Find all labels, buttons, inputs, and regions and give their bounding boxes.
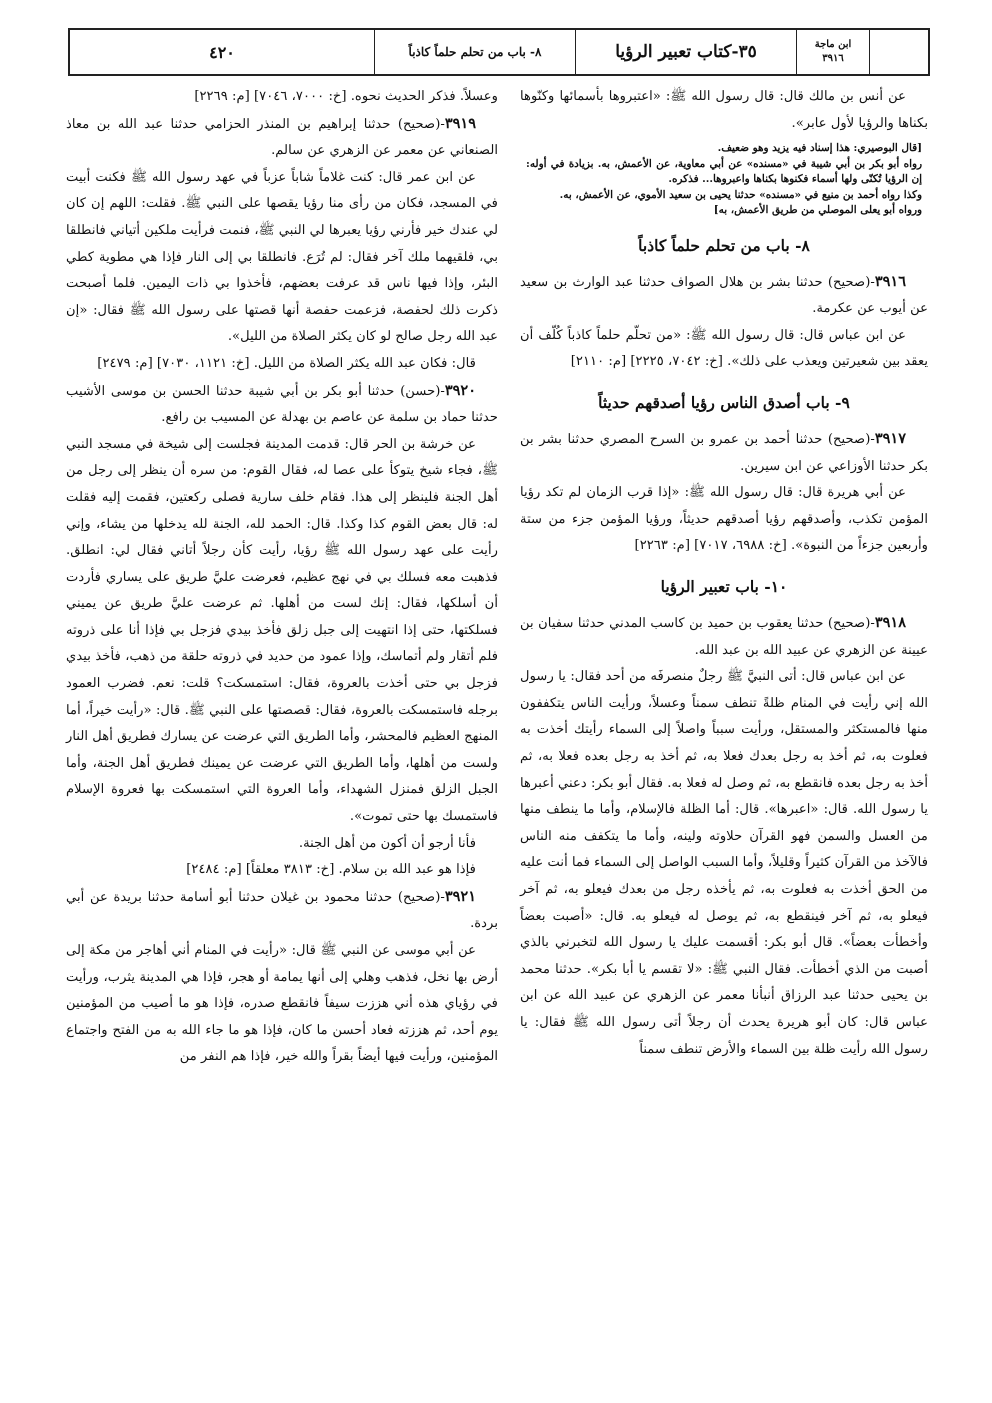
chapter-heading: ٩- باب أصدق الناس رؤيا أصدقهم حديثاً: [598, 393, 850, 413]
hadith-isnad: [66, 884, 498, 938]
footnote: [526, 141, 922, 219]
hadith-isnad: [520, 269, 928, 323]
chapter-heading: ١٠- باب تعبير الرؤيا: [660, 577, 788, 597]
hadith-number: ٣٩٢٠: [444, 381, 476, 399]
reference-book: ابن ماجة: [814, 39, 852, 50]
hadith-text: عن ابن عباس قال: قال رسول الله ﷺ: «من تحلّم حلماً كاذباً كُلّف أن يعقد بين شعيرتين ويعذب على ذلك». [خ: ٧٠٤٢، ٢٢٢٥] [م: ٢١١٠]: [520, 327, 928, 370]
hadith-isnad: [520, 610, 928, 664]
footnote-line: [قال البوصيري: هذا إسناد فيه يزيد وهو ضعيف.: [717, 142, 922, 155]
hadith-number: ٣٩١٩: [444, 114, 476, 132]
hadith-text: عن ابن عباس قال: أتى النبيَّ ﷺ رجلٌ منصرفَه من أحد فقال: يا رسول الله إني رأيت في المنام ظلةً تنطف سمناً وعسلاً، ورأيت الناس يتكففون منها فالمستكثر والمستقل، ورأيت سبباً واصلاً إلى السماء رأيتك أخذت به فعلوت به، ثم أخذ به رجل بعدك فعلا به، ثم أخذ به رجل بعده فعلا به، ثم أخذ به رجل بعده فانقطع به، ثم وصل له فعلا به. فقال أبو بكر: دعني أعبرها يا رسول الله. قال: «اعبرها». قال: أما الظلة فالإسلام، وأما ما ينطف منها من العسل والسمن فهو القرآن حلاوته ولينه، وأما ما يتكفف منه الناس فالآخذ من القرآن كثيراً وقليلاً، وأما السبب الواصل إلى السماء فما أنت عليه من الحق أخذت به فعلوت به، ثم يأخذه رجل من بعدك فيعلو به، ثم آخر فيعلو به، ثم آخر فينقطع به، ثم يوصل له فيعلو به. قال: «أصبت بعضاً وأخطأت بعضاً». قال أبو بكر: أقسمت عليك يا رسول الله لتخبرني بالذي أصبت من الذي أخطأت. فقال النبي ﷺ: «لا تقسم يا أبا بكر». حدثنا محمد بن يحيى حدثنا عبد الرزاق أنبأنا معمر عن الزهري عن عبيد الله عن ابن عباس قال: كان أبو هريرة يحدث أن رجلاً أتى رسول الله ﷺ فقال: يا رسول الله رأيت ظلة بين السماء والأرض تنطف سمناً: [520, 669, 928, 1057]
isnad-text: -(صحيح) حدثنا يعقوب بن حميد بن كاسب المدني حدثنا سفيان بن عيينة عن الزهري عن عبيد الله بن عبد الله.: [520, 616, 928, 658]
hadith-number: ٣٩١٦: [874, 272, 906, 290]
hadith-text: عن أبي هريرة قال: قال رسول الله ﷺ: «إذا قرب الزمان لم تكد رؤيا المؤمن تكذب، وأصدقهم رؤيا أصدقهم حديثاً، ورؤيا المؤمن جزء من ستة وأربعين جزءاً من النبوة». [خ: ٦٩٨٨، ٧٠١٧] [م: ٢٢٦٣]: [520, 485, 928, 554]
isnad-text: -(حسن) حدثنا أبو بكر بن أبي شيبة حدثنا الحسن بن موسى الأشيب حدثنا حماد بن سلمة عن عاصم بن بهدلة عن المسيب بن رافع.: [66, 383, 498, 426]
isnad-text: -(صحيح) حدثنا أحمد بن عمرو بن السرح المصري حدثنا بشر بن بكر حدثنا الأوزاعي عن ابن سيرين.: [520, 432, 928, 474]
right-column: [520, 84, 928, 1063]
isnad-text: -(صحيح) حدثنا محمود بن غيلان حدثنا أبو أسامة حدثنا بريدة عن أبي بردة.: [66, 889, 498, 932]
isnad-text: -(صحيح) حدثنا إبراهيم بن المنذر الحزامي حدثنا عبد الله بن معاذ الصنعاني عن معمر عن الزهري عن سالم.: [66, 116, 498, 159]
hadith-continuation: وعسلاً. فذكر الحديث نحوه. [خ: ٧٠٠٠، ٧٠٤٦] [م: ٢٢٦٩]: [194, 89, 498, 104]
hadith-text: عن خرشة بن الحر قال: قدمت المدينة فجلست إلى شيخة في مسجد النبي ﷺ، فجاء شيخ يتوكأ على عصا له، فقال القوم: من سره أن ينظر إلى رجل من أهل الجنة فلينظر إلى هذا. فقام خلف سارية فصلى ركعتين، فقمت إليه فقلت له: قال بعض القوم كذا وكذا. قال: الحمد لله، الجنة لله يدخلها من يشاء، وإني رأيت على عهد رسول الله ﷺ رؤيا، رأيت كأن رجلاً أتاني فقال لي: انطلق. فذهبت معه فسلك بي في نهج عظيم، فعرضت عليَّ طريق على يساري فأردت أن أسلكها، فقال: إنك لست من أهلها. ثم عرضت عليَّ طريق عن يميني فسلكتها، حتى إذا انتهيت إلى جبل زلق فأخذ بيدي فزجل بي فإذا أنا على ذروته فلم أتقار ولم أتماسك، وإذا عمود من حديد في ذروته حلقة من ذهب، فأخذ بيدي فزجل بي حتى أخذت بالعروة، فقال: استمسكت؟ قلت: نعم. فضرب العمود برجله فاستمسكت بالعروة، فقال: قصصتها على النبي ﷺ. قال: «رأيت خيراً، أما المنهج العظيم فالمحشر، وأما الطريق التي عرضت عن يسارك فطريق أهل النار ولست من أهلها، وأما الطريق التي عرضت عن يمينك فطريق أهل الجنة، وأما الجبل الزلق فمنزل الشهداء، وأما العروة التي استمسكت بها فعروة الإسلام فاستمسك بها حتى تموت».: [66, 436, 498, 825]
hadith-number: ٣٩٢١: [444, 887, 476, 905]
hadith-text: عن ابن عمر قال: كنت غلاماً شاباً عزباً في عهد رسول الله ﷺ فكنت أبيت في المسجد، فكان من رأى منا رؤيا يقصها على النبي ﷺ. فقلت: اللهم إن كان لي عندك خير فأرني رؤيا يعبرها لي النبي ﷺ، فنمت فرأيت ملكين أتياني فانطلقا بي، فلقيهما ملك آخر فقال: لم تُرَع. فانطلقا بي إلى النار فإذا هي مطوية كطي البئر، وإذا فيها ناس قد عرفت بعضهم، فأخذوا بي ذات اليمين. فلما أصبحت ذكرت ذلك لحفصة، فزعمت حفصة أنها قصتها على رسول الله ﷺ فقال: «إن عبد الله رجل صالح لو كان يكثر الصلاة من الليل».: [66, 169, 498, 345]
footnote-line: رواه أبو بكر بن أبي شيبة في «مسنده» عن أبي معاوية، عن الأعمش، به. بزيادة في أوله: إن الرؤيا تُكنّى ولها أسماء فكنوها بكناها واعبروها... فذكره.: [526, 157, 922, 186]
hadith-number: ٣٩١٨: [874, 614, 906, 632]
hadith-isnad: [66, 111, 498, 165]
isnad-text: -(صحيح) حدثنا بشر بن هلال الصواف حدثنا عبد الوارث بن سعيد عن أيوب عن عكرمة.: [520, 274, 928, 317]
hadith-isnad: [520, 426, 928, 480]
footnote-line: وكذا رواه أحمد بن منيع في «مسنده» حدثنا يحيى بن سعيد الأموي، عن الأعمش، به.: [559, 188, 922, 201]
header-corner-cell: [869, 30, 928, 74]
chapter-heading: ٨- باب من تحلم حلماً كاذباً: [638, 235, 810, 255]
page-number: ٤٢٠: [209, 42, 235, 62]
hadith-tail: قال: فكان عبد الله يكثر الصلاة من الليل. [خ: ١١٢١، ٧٠٣٠] [م: ٢٤٧٩]: [97, 355, 476, 371]
hadith-text: عن أنس بن مالك قال: قال رسول الله ﷺ: «اعتبروها بأسمائها وكنّوها بكناها والرؤيا لأول عابر».: [520, 89, 928, 131]
left-column: [66, 84, 498, 1071]
reference-number: ٣٩١٦: [822, 53, 844, 64]
hadith-tail: فأنا أرجو أن أكون من أهل الجنة.: [298, 835, 476, 851]
page-header: [68, 28, 930, 76]
hadith-number: ٣٩١٧: [874, 430, 906, 448]
hadith-isnad: [66, 378, 498, 432]
hadith-tail: فإذا هو عبد الله بن سلام. [خ: ٣٨١٣ معلقاً] [م: ٢٤٨٤]: [186, 862, 476, 878]
chapter-title: ٨- باب من تحلم حلماً كاذباً: [374, 30, 575, 74]
book-title: ٣٥-كتاب تعبير الرؤيا: [575, 30, 796, 74]
header-reference-cell: [796, 30, 869, 74]
footnote-line: ورواه أبو يعلى الموصلي من طريق الأعمش، به]: [713, 204, 922, 217]
hadith-text: عن أبي موسى عن النبي ﷺ قال: «رأيت في المنام أني أهاجر من مكة إلى أرض بها نخل، فذهب وهلي إلى أنها يمامة أو هجر، فإذا هي المدينة يثرب، ورأيت في رؤياي هذه أني هززت سيفاً فانقطع صدره، فإذا هو ما أصيب من المؤمنين يوم أحد، ثم هززته فعاد أحسن ما كان، فإذا هو ما جاء الله به من الفتح واجتماع المؤمنين، ورأيت فيها أيضاً بقراً والله خير، فإذا هم النفر من: [66, 943, 498, 1065]
